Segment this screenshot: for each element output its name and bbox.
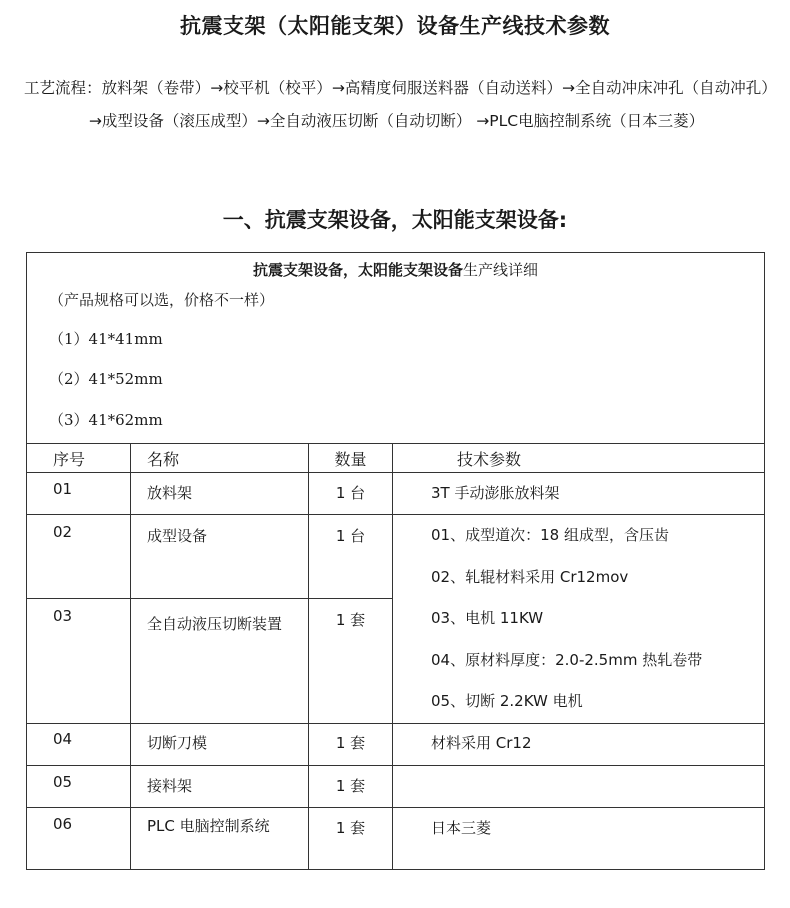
row-01-no: 01 xyxy=(27,473,131,515)
row-03-qty: 1 套 xyxy=(309,599,393,723)
row-02-qty: 1 台 xyxy=(309,515,393,599)
row-04-qty: 1 套 xyxy=(309,723,393,765)
table-intro-title xyxy=(27,253,764,280)
row-04-no: 04 xyxy=(27,723,131,765)
header-qty: 数量 xyxy=(309,444,393,473)
row-01-qty: 1 台 xyxy=(309,473,393,515)
spec-line-2: 02、轧辊材料采用 Cr12mov xyxy=(431,567,629,586)
row-03-name: 全自动液压切断装置 xyxy=(131,599,309,723)
spec-line-4: 04、原材料厚度：2.0-2.5mm 热轧卷带 xyxy=(431,650,703,669)
row-06-name: PLC 电脑控制系统 xyxy=(131,807,309,869)
document-title: 抗震支架（太阳能支架）设备生产线技术参数 xyxy=(180,14,610,38)
section-heading: 一、抗震支架设备，太阳能支架设备: xyxy=(222,208,568,232)
table-row xyxy=(27,723,765,765)
intro-spec-3: （3）41*62mm xyxy=(49,411,163,429)
row-05-qty: 1 套 xyxy=(309,765,393,807)
header-spec: 技术参数 xyxy=(393,444,765,473)
row-02-name: 成型设备 xyxy=(131,515,309,599)
intro-spec-1: （1）41*41mm xyxy=(49,330,163,348)
table-header-row xyxy=(27,444,765,473)
table-row xyxy=(27,515,765,599)
table-row xyxy=(27,765,765,807)
row-02-no: 02 xyxy=(27,515,131,599)
table-row xyxy=(27,473,765,515)
merged-spec-cell xyxy=(393,515,765,724)
table-intro-cell xyxy=(27,253,765,444)
row-06-qty: 1 套 xyxy=(309,807,393,869)
process-flow-text: 工艺流程：放料架（卷带）→校平机（校平）→高精度伺服送料器（自动送料）→全自动冲床冲孔（自动冲孔）→成型设备（滚压成型）→全自动液压切断（自动切断） →PLC电脑控制系统（日本三菱） xyxy=(24,79,769,130)
intro-spec-2: （2）41*52mm xyxy=(49,370,163,388)
header-name: 名称 xyxy=(131,444,309,473)
spec-line-5: 05、切断 2.2KW 电机 xyxy=(431,692,583,710)
row-01-name: 放料架 xyxy=(131,473,309,515)
row-05-name: 接料架 xyxy=(131,765,309,807)
intro-note: （产品规格可以选，价格不一样） xyxy=(49,291,275,309)
equipment-spec-table xyxy=(26,252,765,870)
header-no: 序号 xyxy=(27,444,131,473)
intro-title-rest: 生产线详细 xyxy=(463,261,539,279)
spec-line-3: 03、电机 11KW xyxy=(431,609,544,627)
row-04-spec: 材料采用 Cr12 xyxy=(393,723,765,765)
row-06-spec: 日本三菱 xyxy=(393,807,765,869)
row-06-no: 06 xyxy=(27,807,131,869)
spec-line-1: 01、成型道次：18 组成型，含压齿 xyxy=(431,526,669,544)
row-05-spec xyxy=(393,765,765,807)
row-01-spec: 3T 手动澎胀放料架 xyxy=(393,473,765,515)
table-row xyxy=(27,807,765,869)
intro-title-bold: 抗震支架设备，太阳能支架设备 xyxy=(253,261,464,279)
row-04-name: 切断刀模 xyxy=(131,723,309,765)
row-05-no: 05 xyxy=(27,765,131,807)
row-03-no: 03 xyxy=(27,599,131,723)
